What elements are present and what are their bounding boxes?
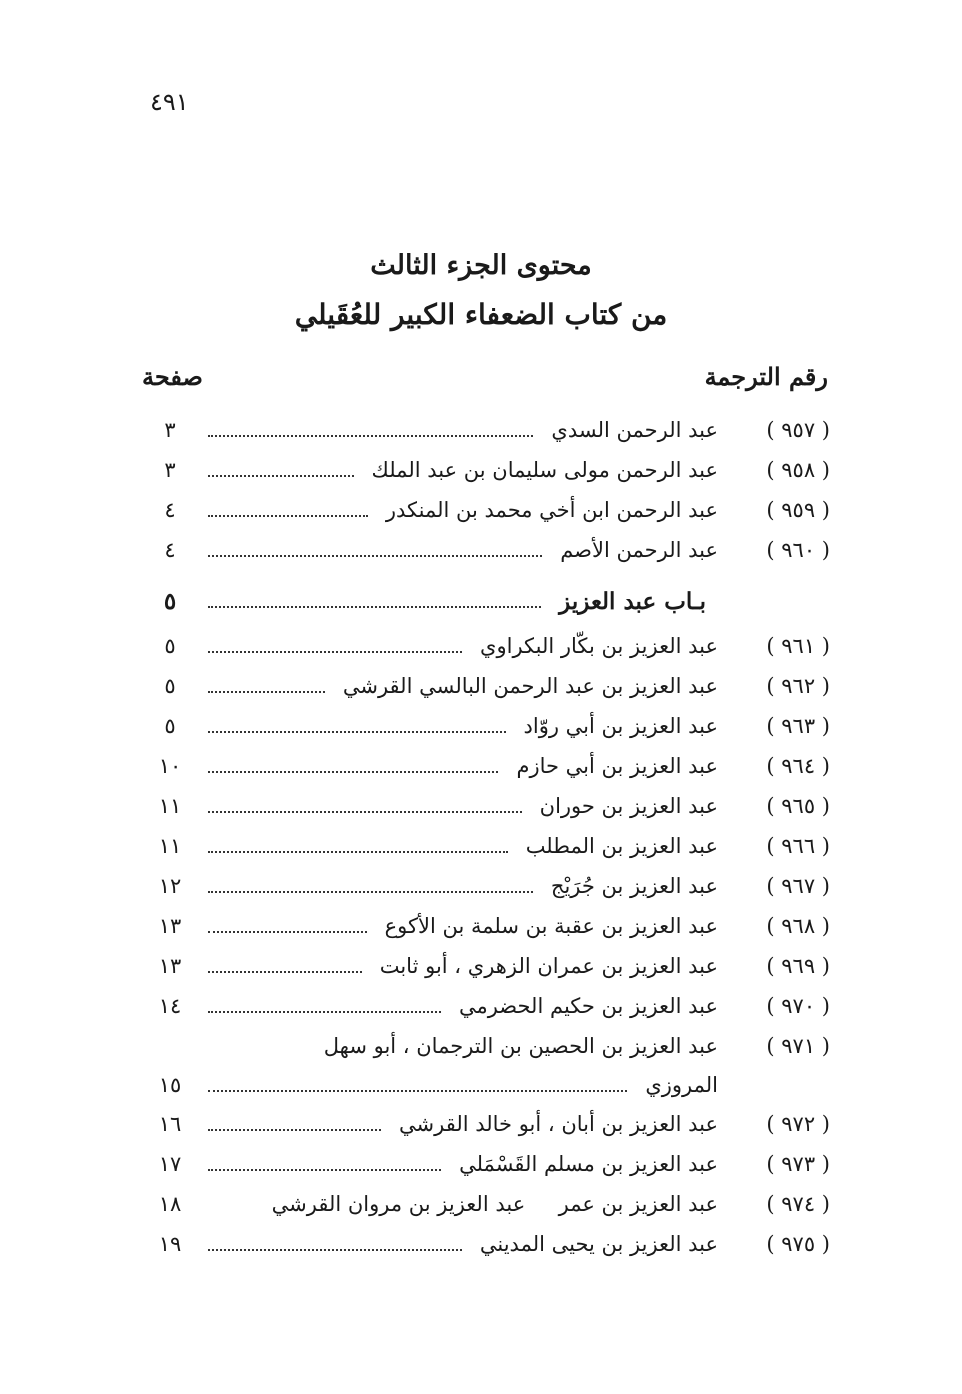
toc-row — [140, 746, 830, 786]
dot-leader — [208, 839, 508, 853]
entry-number: ( ٩٧٠ ) — [766, 994, 830, 1018]
entry-name: عبد العزيز بن عقبة بن سلمة بن الأكوع — [384, 914, 718, 938]
toc-row-wrapped — [140, 1026, 830, 1104]
dot-leader — [208, 503, 368, 517]
entry-number-heading: رقم الترجمة — [704, 362, 828, 391]
toc-row — [140, 986, 830, 1026]
entry-name: عبد الرحمن السدي — [551, 418, 718, 442]
toc-title: محتوى الجزء الثالث — [370, 250, 592, 281]
dot-leader — [208, 759, 498, 773]
dot-leader — [208, 919, 367, 933]
entry-page: ١٦ — [158, 1112, 182, 1136]
entry-page: ٥ — [164, 674, 176, 698]
table-of-contents — [140, 410, 830, 1264]
entry-page: ١٧ — [158, 1152, 182, 1176]
entry-page: ١٥ — [158, 1073, 182, 1097]
dot-leader — [208, 1237, 462, 1251]
entry-page: ١١ — [158, 794, 182, 818]
dot-leader — [208, 1078, 627, 1092]
toc-subtitle: من كتاب الضعفاء الكبير للعُقَيلي — [294, 298, 668, 331]
entry-page: ٣ — [164, 418, 176, 442]
entry-name: عبد العزيز بن أبان ، أبو خالد القرشي — [399, 1112, 718, 1136]
entry-number: ( ٩٦٢ ) — [766, 674, 830, 698]
toc-row — [140, 1104, 830, 1144]
entry-number: ( ٩٦٦ ) — [766, 834, 830, 858]
dot-leader — [208, 423, 533, 437]
entry-name: عبد الرحمن الأصم — [560, 538, 718, 562]
entry-page: ٥ — [164, 714, 176, 738]
toc-row — [140, 1144, 830, 1184]
entry-name: عبد الرحمن مولى سليمان بن عبد الملك — [371, 458, 718, 482]
dot-leader — [208, 1117, 381, 1131]
entry-number: ( ٩٦١ ) — [766, 634, 830, 658]
page-heading: صفحة — [142, 362, 203, 391]
dot-leader — [208, 639, 462, 653]
entry-name: عبد العزيز بن المطلب — [525, 834, 718, 858]
toc-row — [140, 786, 830, 826]
entry-name: عبد العزيز بن أبي حازم — [516, 754, 718, 778]
toc-row — [140, 1184, 830, 1224]
entry-number: ( ٩٦٣ ) — [766, 714, 830, 738]
entry-name: عبد العزيز بن جُرَيْج — [550, 874, 718, 898]
dot-leader — [208, 1157, 441, 1171]
entry-name: عبد العزيز بن أبي روّاد — [523, 714, 718, 738]
dot-leader — [208, 679, 325, 693]
dot-leader — [208, 594, 541, 608]
entry-name: عبد العزيز بن بكّار البكراوي — [480, 634, 718, 658]
toc-row — [140, 450, 830, 490]
entry-page: ٤ — [164, 538, 176, 562]
entry-number: ( ٩٦٤ ) — [766, 754, 830, 778]
toc-row — [140, 626, 830, 666]
entry-number: ( ٩٥٧ ) — [766, 418, 830, 442]
entry-name: عبد العزيز بن عمران الزهري ، أبو ثابت — [379, 954, 718, 978]
entry-name: عبد العزيز بن عمر عبد العزيز بن مروان القرشي — [271, 1192, 718, 1216]
entry-page: ١٨ — [158, 1192, 182, 1216]
entry-number: ( ٩٥٩ ) — [766, 498, 830, 522]
entry-number: ( ٩٧٣ ) — [766, 1152, 830, 1176]
dot-leader — [208, 999, 441, 1013]
dot-leader — [208, 799, 522, 813]
entry-name: عبد العزيز بن عبد الرحمن البالسي القرشي — [342, 674, 718, 698]
dot-leader — [208, 879, 533, 893]
toc-row — [140, 906, 830, 946]
toc-row — [140, 530, 830, 570]
entry-number: ( ٩٦٨ ) — [766, 914, 830, 938]
entry-page: ١٢ — [158, 874, 182, 898]
entry-number: ( ٩٦٩ ) — [766, 954, 830, 978]
section-page: ٥ — [163, 587, 177, 615]
toc-row — [140, 1224, 830, 1264]
entry-page: ١٣ — [158, 954, 182, 978]
toc-row — [140, 706, 830, 746]
toc-row — [140, 666, 830, 706]
entry-name-line2: المروزي — [645, 1073, 718, 1097]
section-title: بـاب عبد العزيز — [559, 587, 706, 615]
entry-page: ١٩ — [158, 1232, 182, 1256]
entry-number: ( ٩٦٥ ) — [766, 794, 830, 818]
entry-name: عبد العزيز بن حكيم الحضرمي — [458, 994, 718, 1018]
entry-name-line1: عبد العزيز بن الحصين بن الترجمان ، أبو سهل — [323, 1034, 718, 1058]
entry-number: ( ٩٥٨ ) — [766, 458, 830, 482]
toc-row — [140, 490, 830, 530]
entry-number: ( ٩٧٤ ) — [766, 1192, 830, 1216]
section-heading-row — [140, 570, 830, 626]
entry-number: ( ٩٧١ ) — [766, 1034, 830, 1058]
page-number: ٤٩١ — [150, 88, 189, 116]
entry-page: ١٤ — [158, 994, 182, 1018]
dot-leader — [208, 543, 542, 557]
entry-number: ( ٩٧٢ ) — [766, 1112, 830, 1136]
entry-name: عبد العزيز بن حوران — [539, 794, 718, 818]
entry-name: عبد العزيز بن مسلم القَسْمَلي — [459, 1152, 718, 1176]
entry-number: ( ٩٦٠ ) — [766, 538, 830, 562]
toc-row — [140, 946, 830, 986]
entry-number: ( ٩٧٥ ) — [766, 1232, 830, 1256]
toc-row — [140, 826, 830, 866]
toc-row — [140, 410, 830, 450]
entry-name: عبد الرحمن ابن أخي محمد بن المنكدر — [385, 498, 718, 522]
entry-number: ( ٩٦٧ ) — [766, 874, 830, 898]
entry-page: ٥ — [164, 634, 176, 658]
dot-leader — [208, 719, 506, 733]
entry-page: ١١ — [158, 834, 182, 858]
entry-page: ١٣ — [158, 914, 182, 938]
toc-row — [140, 866, 830, 906]
dot-leader — [208, 463, 354, 477]
entry-page: ٣ — [164, 458, 176, 482]
entry-page: ١٠ — [158, 754, 182, 778]
entry-page: ٤ — [164, 498, 176, 522]
entry-name: عبد العزيز بن يحيى المديني — [479, 1232, 718, 1256]
dot-leader — [208, 959, 362, 973]
